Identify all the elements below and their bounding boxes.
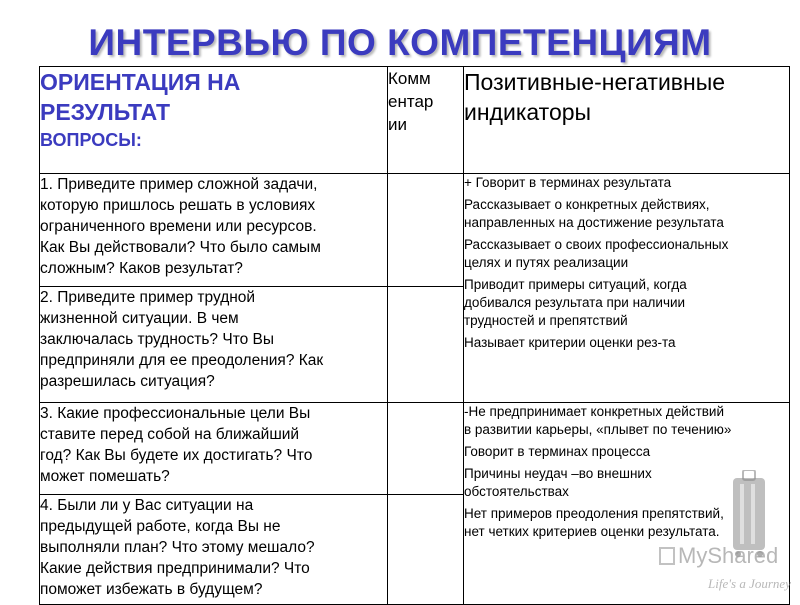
- table-header-row: [40, 67, 790, 174]
- question-2-line: предприняли для ее преодоления? Как: [40, 352, 324, 369]
- question-4-line: поможет избежать в будущем?: [40, 581, 263, 598]
- question-3-line: ставите перед собой на ближайший: [40, 426, 300, 443]
- question-2-line: заключалась трудность? Что Вы: [40, 331, 275, 348]
- positive-indicator: Называет критерии оценки рез-та: [464, 335, 676, 350]
- question-cell-4: [40, 495, 388, 605]
- question-4-line: 4. Были ли у Вас ситуации на: [40, 497, 254, 514]
- question-4-line: выполняли план? Что этому мешало?: [40, 539, 315, 556]
- question-3-line: может помешать?: [40, 468, 170, 485]
- watermark-brand: MyShared: [678, 543, 779, 568]
- positive-indicator: + Говорит в терминах результата: [464, 175, 672, 190]
- indicators-header-line1: Позитивные-негативные: [464, 69, 726, 95]
- table-row: [40, 174, 790, 287]
- question-cell-3: [40, 403, 388, 495]
- comments-header-cell: [388, 67, 464, 174]
- question-2-line: разрешилась ситуация?: [40, 373, 215, 390]
- comments-header-line1: Комм: [388, 69, 431, 88]
- comment-cell-3[interactable]: [388, 403, 464, 495]
- positive-indicator: Рассказывает о конкретных действиях, направленных на достижение результата: [464, 197, 724, 230]
- question-1-line: 1. Приведите пример сложной задачи,: [40, 176, 318, 193]
- question-1-line: ограниченного времени или ресурсов.: [40, 218, 317, 235]
- question-3-line: год? Как Вы будете их достигать? Что: [40, 447, 313, 464]
- question-cell-1: [40, 174, 388, 287]
- competency-name-line2: РЕЗУЛЬТАТ: [40, 99, 171, 125]
- questions-label: ВОПРОСЫ:: [40, 130, 142, 150]
- negative-indicator: Нет примеров преодоления препятствий, нет четких критериев оценки результата.: [464, 506, 724, 539]
- positive-indicator: Приводит примеры ситуаций, когда добивался результата при наличии трудностей и препятствий: [464, 277, 687, 328]
- question-4-line: Какие действия предпринимали? Что: [40, 560, 310, 577]
- negative-indicator: Причины неудач –во внешних обстоятельствах: [464, 466, 652, 499]
- positive-indicator: Рассказывает о своих профессиональных целях и путях реализации: [464, 237, 729, 270]
- comment-cell-1[interactable]: [388, 174, 464, 287]
- comments-header-line2: ентар: [388, 92, 434, 111]
- question-2-line: жизненной ситуации. В чем: [40, 310, 239, 327]
- positive-indicators-cell: [464, 174, 790, 403]
- competency-name-line1: ОРИЕНТАЦИЯ НА: [40, 69, 241, 95]
- indicators-header-line2: индикаторы: [464, 99, 592, 125]
- negative-indicator: Говорит в терминах процесса: [464, 444, 651, 459]
- question-4-line: предыдущей работе, когда Вы не: [40, 518, 281, 535]
- question-1-line: которую пришлось решать в условиях: [40, 197, 316, 214]
- question-2-line: 2. Приведите пример трудной: [40, 289, 256, 306]
- question-cell-2: [40, 287, 388, 403]
- comment-cell-2[interactable]: [388, 287, 464, 403]
- competency-header-cell: [40, 67, 388, 174]
- myshared-watermark: [600, 470, 800, 600]
- slide-title: ИНТЕРВЬЮ ПО КОМПЕТЕНЦИЯМ: [88, 22, 712, 63]
- question-1-line: сложным? Каков результат?: [40, 260, 243, 277]
- suitcase-icon: [600, 470, 800, 600]
- question-1-line: Как Вы действовали? Что было самым: [40, 239, 321, 256]
- indicators-header-cell: [464, 67, 790, 174]
- comments-header-line3: ии: [388, 115, 407, 134]
- question-3-line: 3. Какие профессиональные цели Вы: [40, 405, 311, 422]
- watermark-tagline: Life's a Journey: [708, 576, 791, 591]
- comment-cell-4[interactable]: [388, 495, 464, 605]
- negative-indicator: -Не предпринимает конкретных действий в развитии карьеры, «плывет по течению»: [464, 404, 732, 437]
